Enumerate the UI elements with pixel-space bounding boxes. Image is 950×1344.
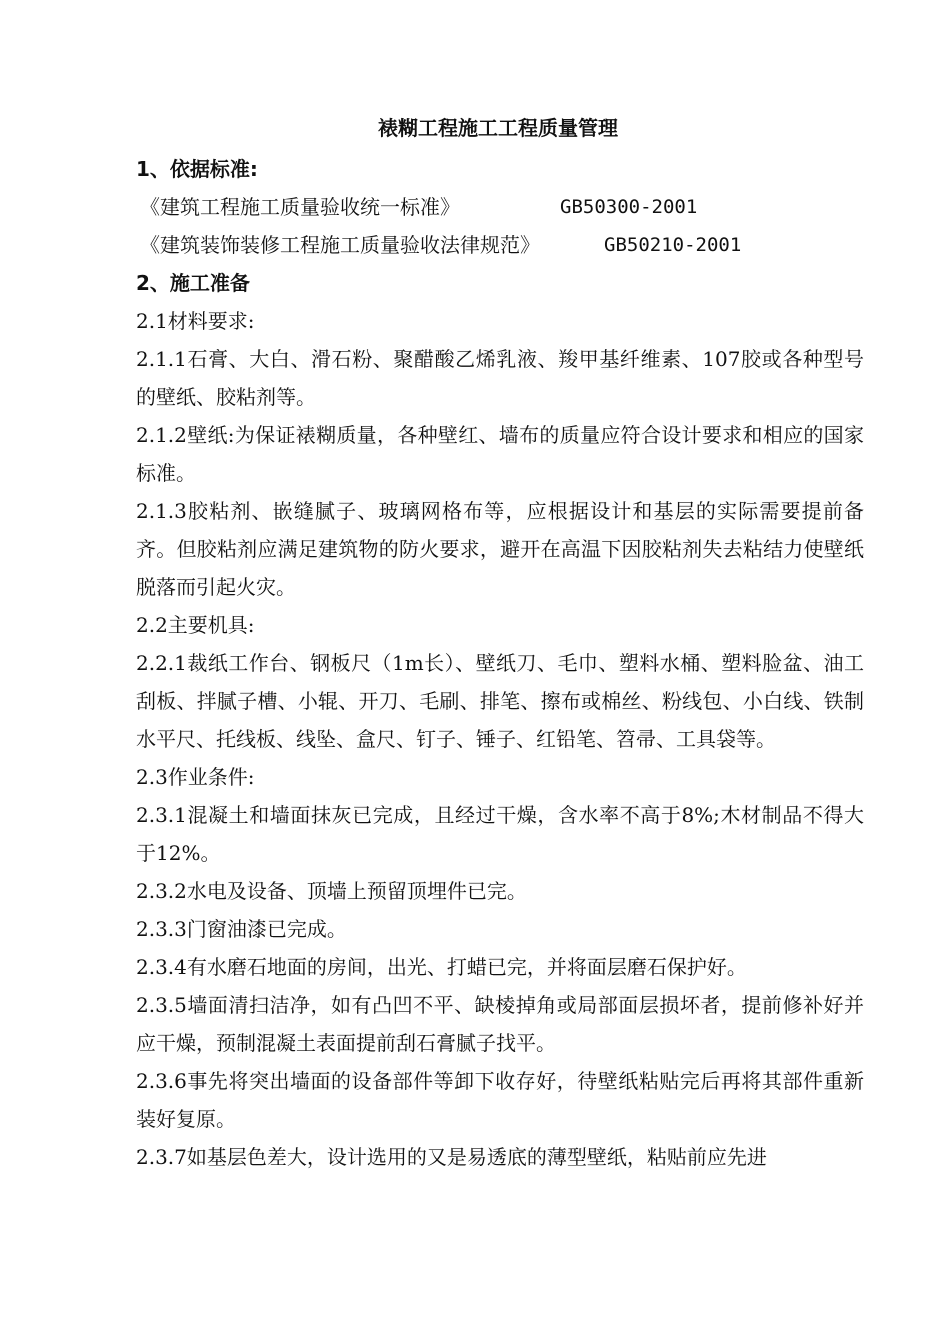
standard-code: GB50300-2001 [560,196,698,218]
paragraph-2-1-2: 2.1.2壁纸:为保证裱糊质量，各种壁红、墙布的质量应符合设计要求和相应的国家标准。 [136,423,864,485]
standard-item [136,226,864,264]
paragraph-2-3-4: 2.3.4有水磨石地面的房间，出光、打蜡已完，并将面层磨石保护好。 [136,955,747,979]
paragraph-2-3-2: 2.3.2水电及设备、顶墙上预留顶埋件已完。 [136,879,527,903]
standard-name: 《建筑工程施工质量验收统一标准》 [140,195,460,219]
section-heading-construction-preparation: 2、施工准备 [136,271,250,295]
document-body [136,150,864,1176]
standard-code: GB50210-2001 [604,234,742,256]
subsection-heading-materials: 2.1材料要求: [136,309,255,333]
paragraph-2-2-1: 2.2.1裁纸工作台、钢板尺（1m长）、壁纸刀、毛巾、塑料水桶、塑料脸盆、油工刮板、拌腻子槽、小辊、开刀、毛刷、排笔、擦布或棉丝、粉线包、小白线、铁制水平尺、托线板、线坠、盒尺、钉子、锤子、红铅笔、笤帚、工具袋等。 [136,651,864,751]
paragraph-2-3-7: 2.3.7如基层色差大，设计选用的又是易透底的薄型壁纸，粘贴前应先进 [136,1145,767,1169]
paragraph-2-1-1: 2.1.1石膏、大白、滑石粉、聚醋酸乙烯乳液、羧甲基纤维素、107胶或各种型号的壁纸、胶粘剂等。 [136,347,864,409]
subsection-heading-work-conditions: 2.3作业条件: [136,765,255,789]
paragraph-2-3-6: 2.3.6事先将突出墙面的设备部件等卸下收存好，待壁纸粘贴完后再将其部件重新装好复原。 [136,1069,864,1131]
paragraph-2-3-1: 2.3.1混凝土和墙面抹灰已完成，且经过干燥，含水率不高于8%;木材制品不得大于12%。 [136,803,864,865]
standard-item [136,188,864,226]
paragraph-2-3-3: 2.3.3门窗油漆已完成。 [136,917,347,941]
subsection-heading-tools: 2.2主要机具: [136,613,255,637]
section-heading-basis-standards: 1、依据标准: [136,157,258,181]
paragraph-2-3-5: 2.3.5墙面清扫洁净，如有凸凹不平、缺棱掉角或局部面层损坏者，提前修补好并应干燥，预制混凝土表面提前刮石膏腻子找平。 [136,993,864,1055]
paragraph-2-1-3: 2.1.3胶粘剂、嵌缝腻子、玻璃网格布等，应根据设计和基层的实际需要提前备齐。但胶粘剂应满足建筑物的防火要求，避开在高温下因胶粘剂失去粘结力使壁纸脱落而引起火灾。 [136,499,864,599]
document-title: 裱糊工程施工工程质量管理 [378,116,618,140]
standard-name: 《建筑装饰装修工程施工质量验收法律规范》 [140,233,540,257]
